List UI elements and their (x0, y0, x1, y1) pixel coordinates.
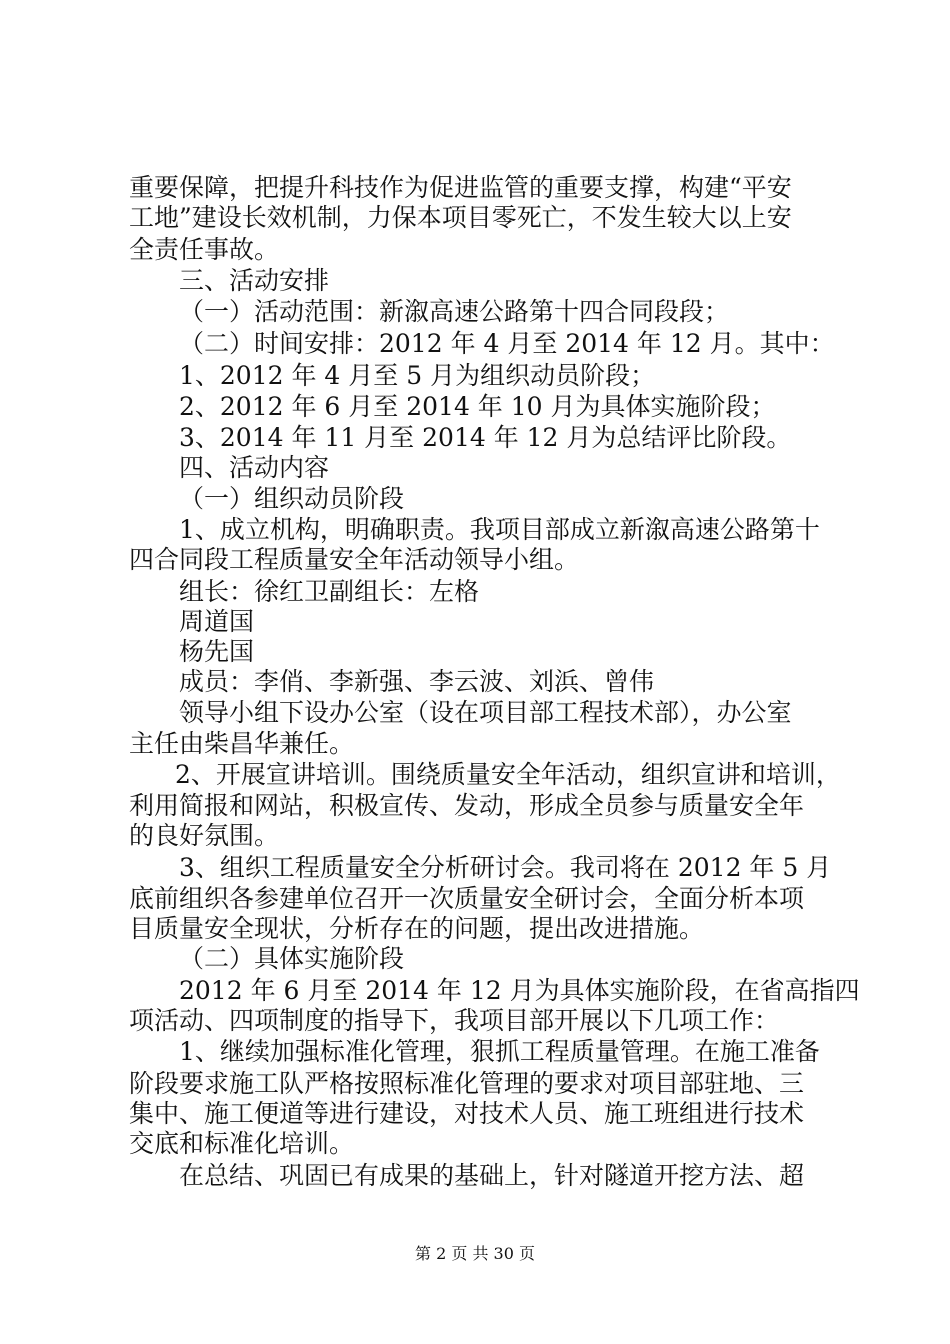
text-line: 2、开展宣讲培训。围绕质量安全年活动，组织宣讲和培训， (175, 760, 841, 789)
subsection-heading: （一）组织动员阶段 (179, 484, 405, 513)
text-line: 四合同段工程质量安全年活动领导小组。 (129, 545, 580, 574)
text-line: 1、继续加强标准化管理，狠抓工程质量管理。在施工准备 (179, 1037, 820, 1066)
text-line: 周道国 (179, 607, 255, 636)
text-line: 目质量安全现状，分析存在的问题，提出改进措施。 (129, 914, 705, 943)
text-line: 组长：徐红卫副组长：左格 (179, 577, 480, 606)
text-line: 1、2012 年 4 月至 5 月为组织动员阶段； (179, 361, 656, 390)
section-heading: 三、活动安排 (179, 266, 330, 295)
text-line: 工地”建设长效机制，力保本项目零死亡，不发生较大以上安 (129, 203, 792, 232)
text-line: 2012 年 6 月至 2014 年 12 月为具体实施阶段，在省高指四 (179, 976, 860, 1005)
text-line: 杨先国 (179, 637, 255, 666)
text-line: 底前组织各参建单位召开一次质量安全研讨会，全面分析本项 (129, 884, 805, 913)
text-line: （一）活动范围：新溆高速公路第十四合同段段； (179, 297, 730, 326)
subsection-heading: （二）具体实施阶段 (179, 944, 405, 973)
text-line: 项活动、四项制度的指导下，我项目部开展以下几项工作： (129, 1006, 780, 1035)
text-line: 3、组织工程质量安全分析研讨会。我司将在 2012 年 5 月 (179, 853, 832, 882)
text-line: 2、2012 年 6 月至 2014 年 10 月为具体实施阶段； (179, 392, 776, 421)
text-line: 阶段要求施工队严格按照标准化管理的要求对项目部驻地、三 (129, 1069, 805, 1098)
section-heading: 四、活动内容 (179, 453, 330, 482)
text-line: 利用简报和网站，积极宣传、发动，形成全员参与质量安全年 (129, 791, 805, 820)
text-line: 重要保障，把提升科技作为促进监管的重要支撑，构建“平安 (129, 173, 792, 202)
text-line: 的良好氛围。 (129, 821, 280, 850)
text-line: 全责任事故。 (129, 235, 280, 264)
text-line: 交底和标准化培训。 (129, 1129, 355, 1158)
text-line: 领导小组下设办公室（设在项目部工程技术部），办公室 (179, 698, 792, 727)
text-line: 在总结、巩固已有成果的基础上，针对隧道开挖方法、超 (179, 1161, 805, 1190)
text-line: 集中、施工便道等进行建设，对技术人员、施工班组进行技术 (129, 1099, 805, 1128)
text-line: 成员：李俏、李新强、李云波、刘浜、曾伟 (179, 667, 655, 696)
page-footer: 第 2 页 共 30 页 (415, 1244, 535, 1263)
text-line: （二）时间安排：2012 年 4 月至 2014 年 12 月。其中： (179, 329, 835, 358)
text-line: 1、成立机构，明确职责。我项目部成立新溆高速公路第十 (179, 515, 820, 544)
text-line: 3、2014 年 11 月至 2014 年 12 月为总结评比阶段。 (179, 423, 792, 452)
text-line: 主任由柴昌华兼任。 (129, 729, 355, 758)
